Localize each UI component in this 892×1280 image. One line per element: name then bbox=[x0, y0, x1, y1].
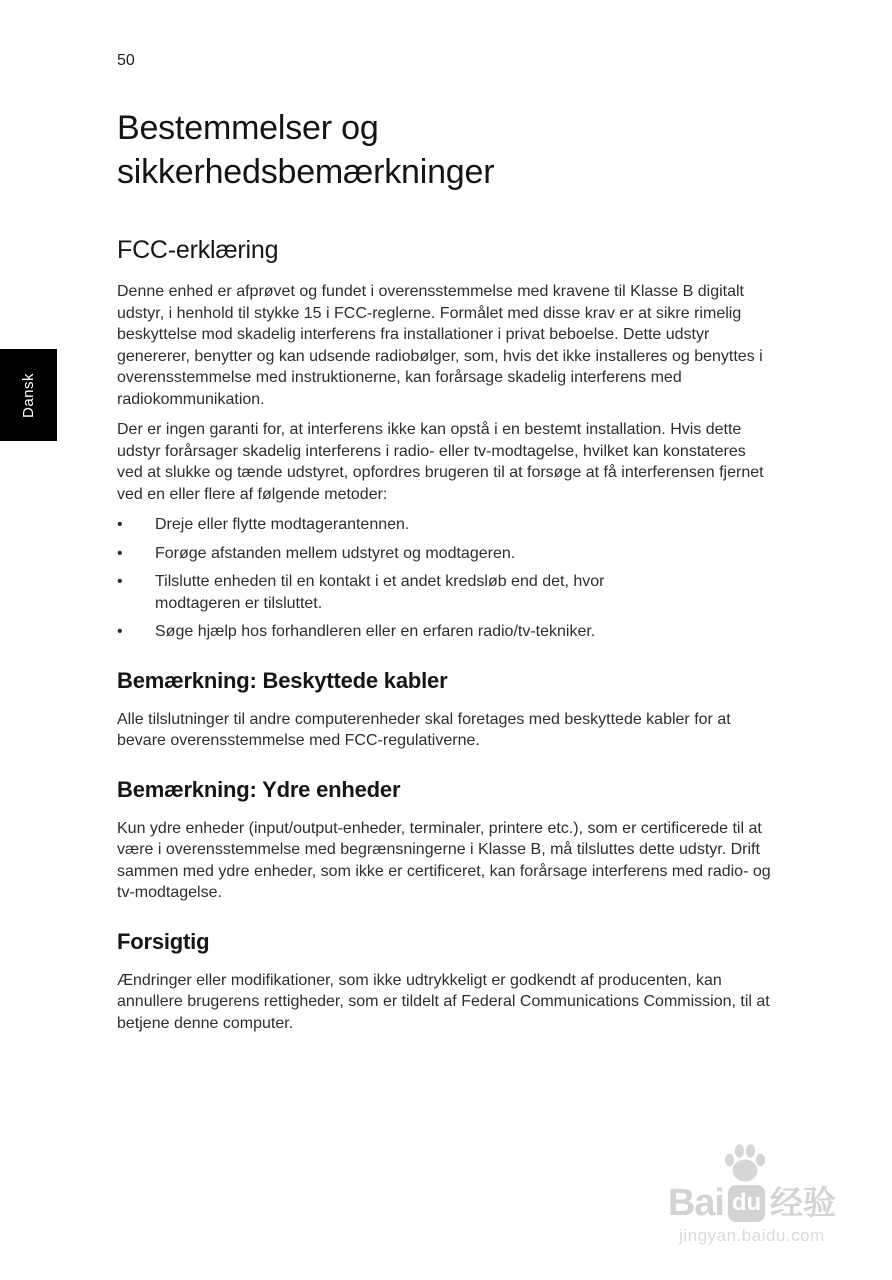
baidu-logo-row bbox=[668, 1183, 836, 1223]
caution-paragraph: Ændringer eller modifikationer, som ikke udtrykkeligt er godkendt af producenten, kan annullere brugerens rettigheder, som er tildelt af Federal Communications Commission, til at betjene denne computer. bbox=[117, 971, 770, 1032]
bullet-marker: • bbox=[117, 623, 123, 640]
peripherals-paragraph: Kun ydre enheder (input/output-enheder, terminaler, printere etc.), som er certificerede til at være i overensstemmelse med begrænsningerne i Klasse B, må tilsluttes dette udstyr. Drift sammen med ydre enheder, som ikke er certificeret, kan forårsage interferens med radio- og tv-modtagelse. bbox=[117, 819, 771, 901]
document-title-line2: sikkerhedsbemærkninger bbox=[117, 153, 495, 191]
content-column bbox=[117, 106, 779, 1043]
section-heading-peripherals: Bemærkning: Ydre enheder bbox=[117, 776, 401, 802]
fcc-paragraph-2: Der er ingen garanti for, at interferens ikke kan opstå i en bestemt installation. Hvis dette udstyr forårsager skadelig interferens i radio- eller tv-modtagelse, hvilket kan konstateres ved at slukke og tænde udstyret, opfordres brugeren til at forsøge at få interferensen fjernet ved en eller flere af følgende metoder: bbox=[117, 421, 764, 503]
bullet-text: Tilslutte enheden til en kontakt i et andet kredsløb end det, hvor modtageren er tilsluttet. bbox=[155, 573, 605, 612]
document-title bbox=[117, 106, 779, 194]
page-number: 50 bbox=[117, 52, 135, 69]
document-title-line1: Bestemmelser og bbox=[117, 109, 379, 147]
bullet-marker: • bbox=[117, 516, 123, 533]
section-heading-caution: Forsigtig bbox=[117, 928, 210, 954]
bullet-text: Søge hjælp hos forhandleren eller en erfaren radio/tv-tekniker. bbox=[155, 623, 596, 640]
baidu-logo-bai: Bai bbox=[667, 1182, 724, 1224]
section-heading-shielded-cables: Bemærkning: Beskyttede kabler bbox=[117, 667, 448, 693]
shielded-cables-paragraph: Alle tilslutninger til andre computerenheder skal foretages med beskyttede kabler for at bevare overensstemmelse med FCC-regulativerne. bbox=[117, 710, 731, 749]
language-tab-label: Dansk bbox=[20, 372, 37, 418]
bullet-item bbox=[117, 514, 779, 536]
baidu-watermark-url: jingyan.baidu.com bbox=[679, 1226, 825, 1245]
bullet-item bbox=[117, 571, 779, 614]
section-heading-fcc: FCC-erklæring bbox=[117, 236, 279, 264]
bullet-text: Forøge afstanden mellem udstyret og modtageren. bbox=[155, 544, 516, 562]
bullet-item bbox=[117, 621, 779, 643]
baidu-watermark bbox=[668, 1143, 836, 1246]
bullet-text: Dreje eller flytte modtagerantennen. bbox=[155, 516, 410, 533]
baidu-logo-du-badge: du bbox=[728, 1185, 765, 1222]
bullet-marker: • bbox=[117, 573, 123, 590]
bullet-item bbox=[117, 543, 779, 565]
fcc-paragraph-1: Denne enhed er afprøvet og fundet i overensstemmelse med kravene til Klasse B digitalt udstyr, i henhold til stykke 15 i FCC-reglerne. Formålet med disse krav er at sikre rimelig beskyttelse mod skadelig interferens fra installationer i privat beboelse. Dette udstyr genererer, benytter og kan udsende radiobølger, som, hvis det ikke installeres og benyttes i overensstemmelse med instruktionerne, kan forårsage skadelig interferens med radiokommunikation. bbox=[117, 283, 763, 408]
bullet-list bbox=[117, 514, 779, 643]
language-tab bbox=[0, 349, 57, 441]
baidu-paw-icon bbox=[722, 1143, 768, 1188]
baidu-logo-jingyan: 经验 bbox=[770, 1184, 836, 1221]
bullet-marker: • bbox=[117, 544, 123, 562]
